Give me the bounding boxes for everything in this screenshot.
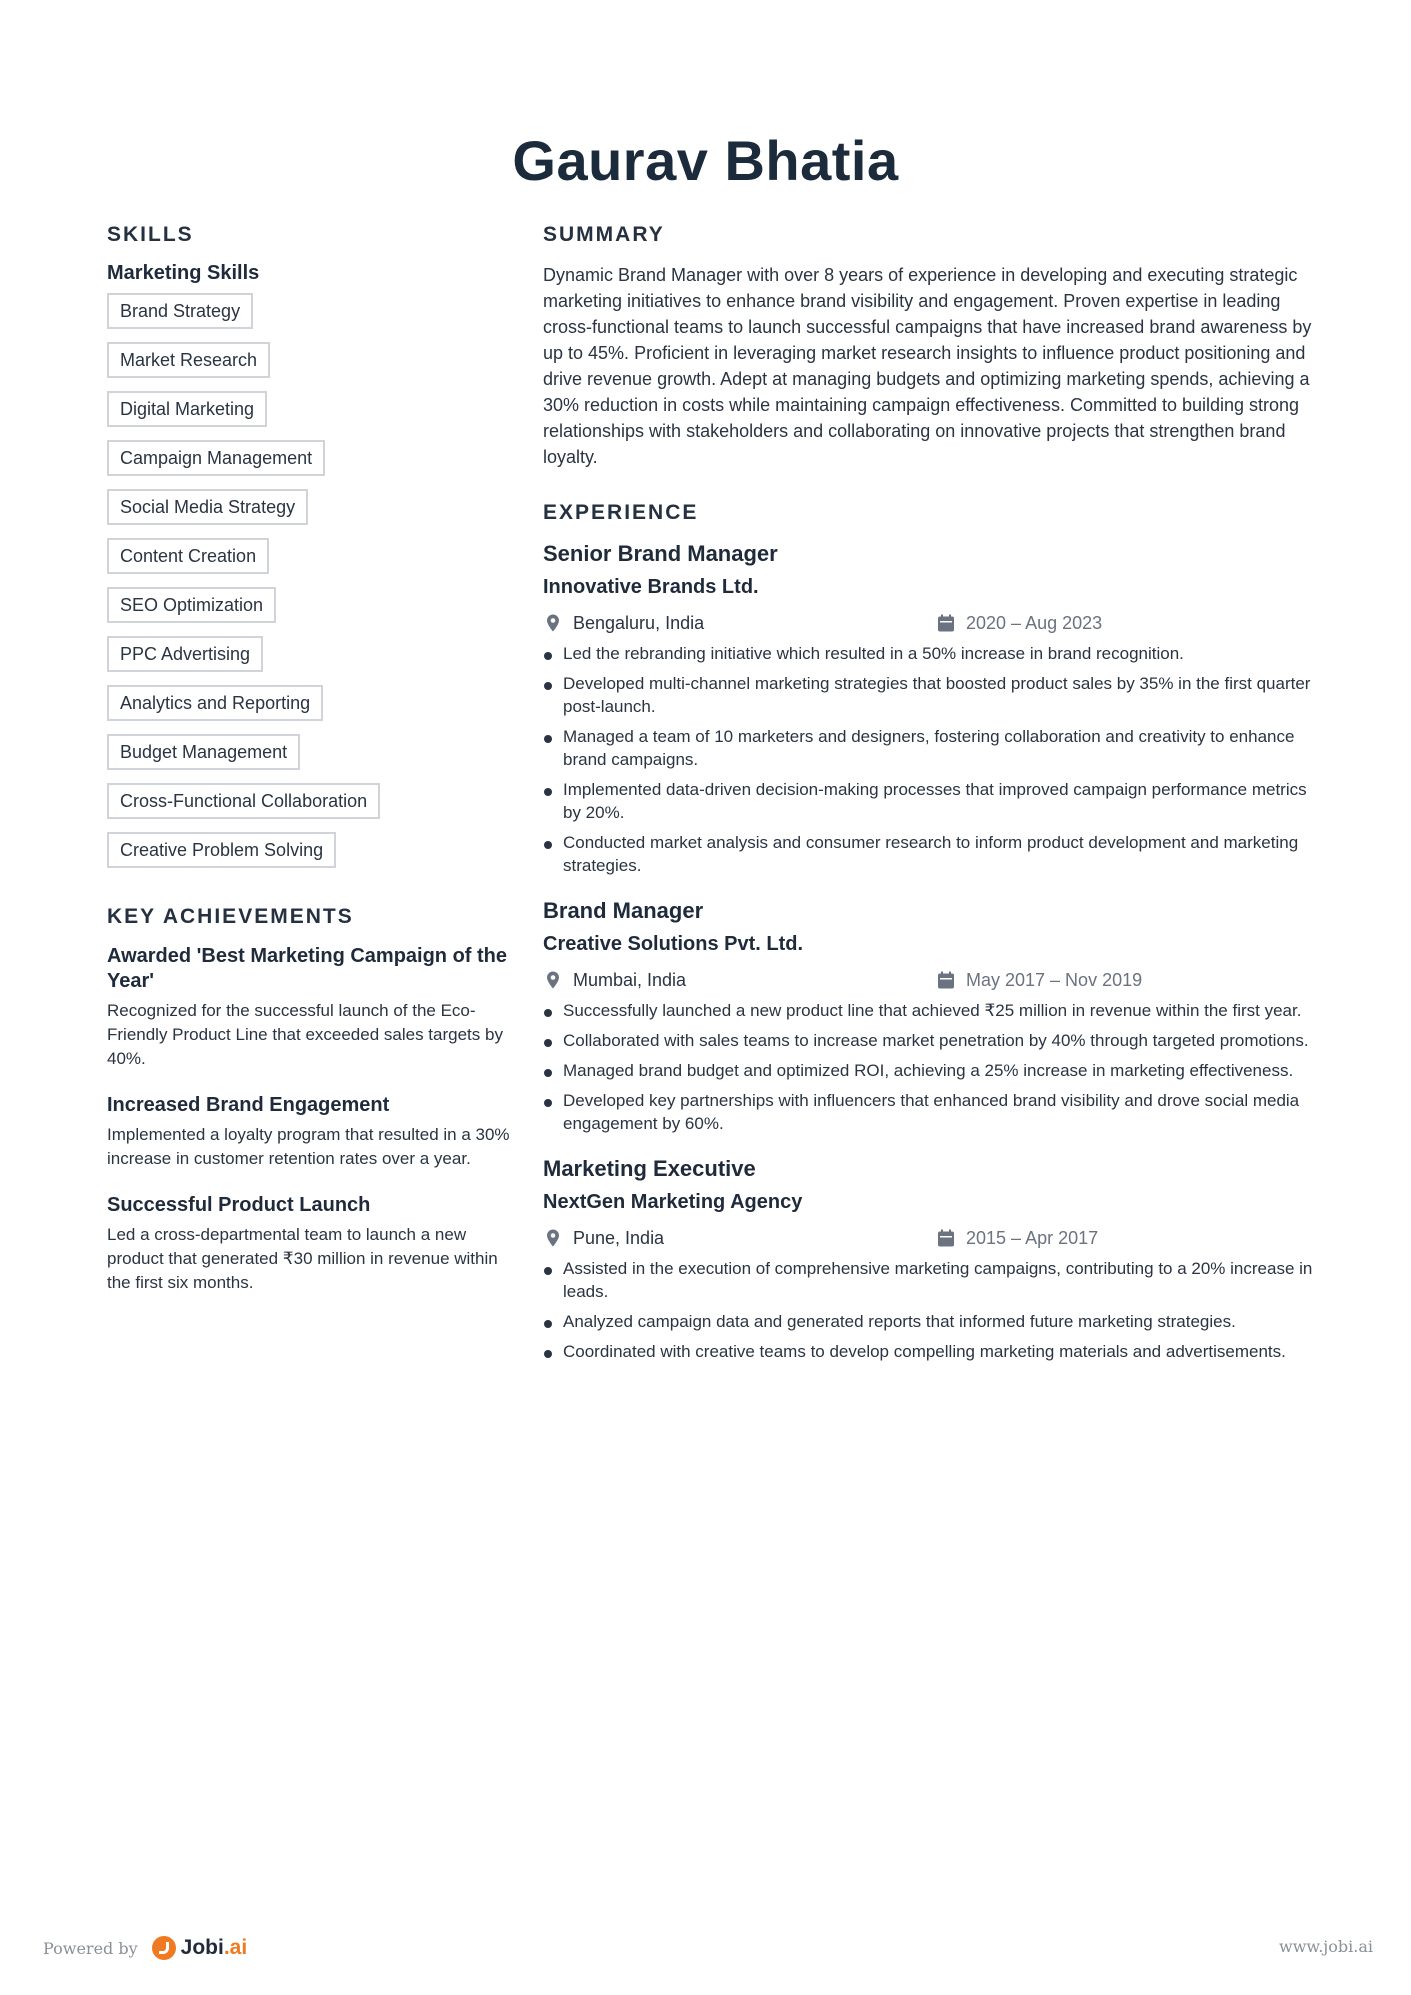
summary-section-title: SUMMARY bbox=[543, 223, 665, 246]
map-pin-icon bbox=[543, 970, 563, 990]
job-dates bbox=[936, 970, 1142, 991]
achievement-title: Successful Product Launch bbox=[107, 1194, 371, 1216]
skill-tag: Campaign Management bbox=[107, 440, 325, 476]
achievement-description: Recognized for the successful launch of the Eco-Friendly Product Line that exceeded sales targets by 40%. bbox=[107, 1001, 503, 1068]
skill-tag: Digital Marketing bbox=[107, 391, 267, 427]
jobi-brand-link[interactable] bbox=[152, 1936, 248, 1960]
job-title: Brand Manager bbox=[543, 898, 704, 923]
skills-section-title: SKILLS bbox=[107, 223, 194, 246]
skill-tag: Market Research bbox=[107, 342, 270, 378]
website-link[interactable]: www.jobi.ai bbox=[1279, 1937, 1373, 1956]
job-bullet: Developed multi-channel marketing strategies that boosted product sales by 35% in the first quarter post-launch. bbox=[543, 672, 1313, 718]
powered-by-footer bbox=[43, 1936, 247, 1960]
experience-entry bbox=[543, 897, 1313, 1135]
skill-tag: Brand Strategy bbox=[107, 293, 253, 329]
skill-tag: Cross-Functional Collaboration bbox=[107, 783, 380, 819]
job-title: Marketing Executive bbox=[543, 1156, 756, 1181]
job-location bbox=[543, 970, 936, 991]
job-bullet: Developed key partnerships with influencers that enhanced brand visibility and drove social media engagement by 60%. bbox=[543, 1089, 1313, 1135]
skill-tag: Analytics and Reporting bbox=[107, 685, 323, 721]
job-location bbox=[543, 613, 936, 634]
job-bullet: Conducted market analysis and consumer research to inform product development and marketing strategies. bbox=[543, 831, 1313, 877]
job-bullet: Assisted in the execution of comprehensive marketing campaigns, contributing to a 20% increase in leads. bbox=[543, 1257, 1313, 1303]
job-dates-text: May 2017 – Nov 2019 bbox=[966, 969, 1143, 990]
job-bullets bbox=[543, 1257, 1313, 1363]
achievement-title: Increased Brand Engagement bbox=[107, 1094, 390, 1116]
left-column bbox=[107, 222, 512, 1317]
skill-tag: PPC Advertising bbox=[107, 636, 263, 672]
skill-tag: Social Media Strategy bbox=[107, 489, 308, 525]
job-bullet: Coordinated with creative teams to develop compelling marketing materials and advertisements. bbox=[543, 1340, 1313, 1363]
skill-tag: Budget Management bbox=[107, 734, 300, 770]
achievement-item bbox=[107, 1193, 512, 1295]
brand-name: Jobi bbox=[180, 1936, 224, 1959]
job-dates bbox=[936, 1228, 1098, 1249]
experience-entry bbox=[543, 540, 1313, 877]
powered-by-text: Powered by bbox=[43, 1938, 138, 1958]
achievement-title: Awarded 'Best Marketing Campaign of the Year' bbox=[107, 945, 508, 992]
skill-tags bbox=[107, 293, 512, 868]
job-dates-text: 2020 – Aug 2023 bbox=[966, 612, 1103, 633]
map-pin-icon bbox=[543, 613, 563, 633]
job-bullet: Managed brand budget and optimized ROI, achieving a 25% increase in marketing effectiveness. bbox=[543, 1059, 1313, 1082]
job-bullet: Led the rebranding initiative which resulted in a 50% increase in brand recognition. bbox=[543, 642, 1313, 665]
calendar-icon bbox=[936, 1228, 956, 1248]
job-bullet: Analyzed campaign data and generated reports that informed future marketing strategies. bbox=[543, 1310, 1313, 1333]
map-pin-icon bbox=[543, 1228, 563, 1248]
job-title: Senior Brand Manager bbox=[543, 541, 778, 566]
experience-section-title: EXPERIENCE bbox=[543, 501, 699, 524]
job-bullet: Collaborated with sales teams to increase market penetration by 40% through targeted promotions. bbox=[543, 1029, 1313, 1052]
job-dates bbox=[936, 613, 1102, 634]
summary-text: Dynamic Brand Manager with over 8 years of experience in developing and executing strategic marketing initiatives to enhance brand visibility and engagement. Proven expertise in leading cross-functional teams to launch successful campaigns that have increased brand awareness by up to 45%. Proficient in leveraging market research insights to influence product positioning and drive revenue growth. Adept at managing budgets and optimizing marketing spends, achieving a 30% reduction in costs while maintaining campaign effectiveness. Committed to building strong relationships with stakeholders and collaborating on innovative projects that strengthen brand loyalty. bbox=[543, 265, 1312, 467]
job-meta bbox=[543, 610, 1313, 636]
experience-entry bbox=[543, 1155, 1313, 1363]
job-location-text: Pune, India bbox=[573, 1227, 665, 1248]
brand-suffix: .ai bbox=[223, 1936, 248, 1959]
job-company: Innovative Brands Ltd. bbox=[543, 576, 759, 598]
job-meta bbox=[543, 967, 1313, 993]
skill-tag: Content Creation bbox=[107, 538, 269, 574]
job-location-text: Mumbai, India bbox=[573, 969, 687, 990]
skill-tag: SEO Optimization bbox=[107, 587, 276, 623]
job-bullet: Implemented data-driven decision-making processes that improved campaign performance metrics by 20%. bbox=[543, 778, 1313, 824]
job-dates-text: 2015 – Apr 2017 bbox=[966, 1227, 1099, 1248]
job-bullet: Successfully launched a new product line that achieved ₹25 million in revenue within the first year. bbox=[543, 999, 1313, 1022]
job-bullet: Managed a team of 10 marketers and designers, fostering collaboration and creativity to enhance brand campaigns. bbox=[543, 725, 1313, 771]
achievements-section-title: KEY ACHIEVEMENTS bbox=[107, 905, 354, 928]
job-meta bbox=[543, 1225, 1313, 1251]
achievement-item bbox=[107, 1093, 512, 1171]
calendar-icon bbox=[936, 613, 956, 633]
achievement-item bbox=[107, 944, 512, 1071]
candidate-name: Gaurav Bhatia bbox=[512, 129, 899, 192]
calendar-icon bbox=[936, 970, 956, 990]
job-location bbox=[543, 1228, 936, 1249]
achievement-description: Implemented a loyalty program that resulted in a 30% increase in customer retention rates over a year. bbox=[107, 1125, 510, 1168]
right-column bbox=[543, 222, 1313, 1383]
skill-group-title: Marketing Skills bbox=[107, 262, 260, 284]
job-bullets bbox=[543, 999, 1313, 1135]
job-location-text: Bengaluru, India bbox=[573, 612, 705, 633]
skill-tag: Creative Problem Solving bbox=[107, 832, 336, 868]
job-company: Creative Solutions Pvt. Ltd. bbox=[543, 933, 804, 955]
achievement-description: Led a cross-departmental team to launch a new product that generated ₹30 million in revenue within the first six months. bbox=[107, 1225, 498, 1292]
jobi-logo-icon bbox=[152, 1936, 176, 1960]
job-company: NextGen Marketing Agency bbox=[543, 1191, 803, 1213]
job-bullets bbox=[543, 642, 1313, 877]
